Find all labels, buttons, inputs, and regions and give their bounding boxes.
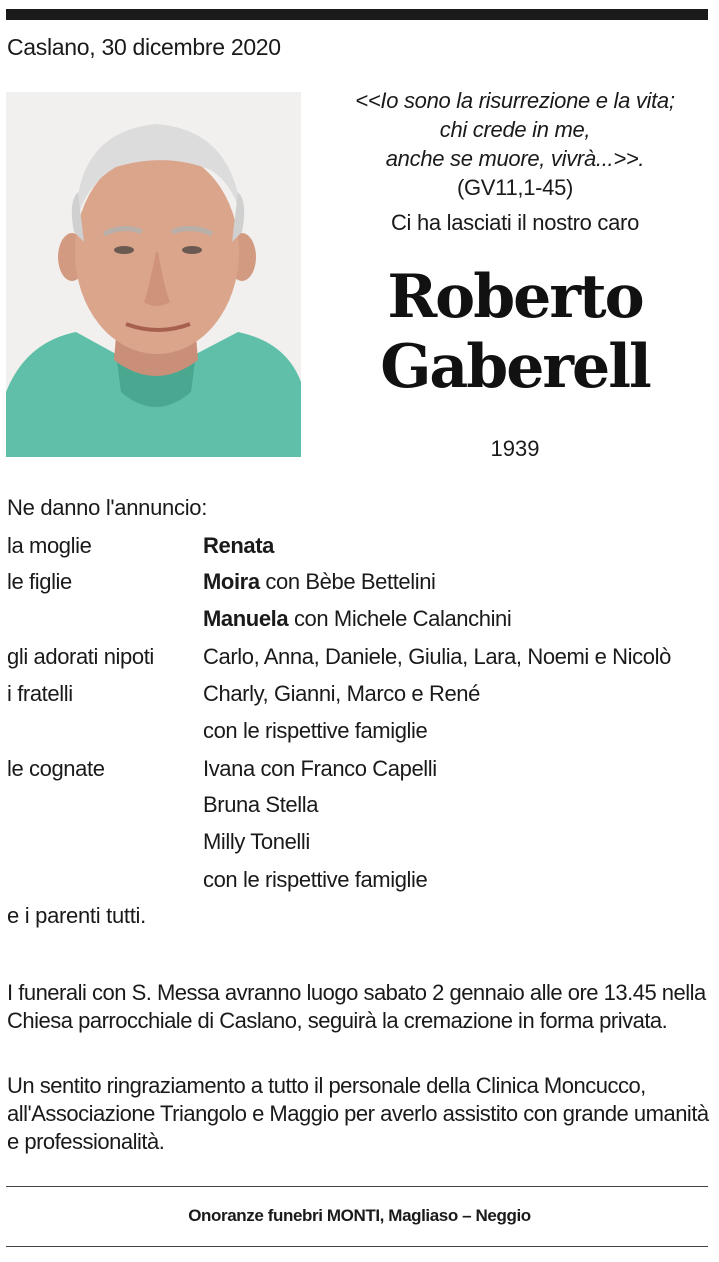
footer-bottom-rule [6,1246,708,1247]
portrait-photo [6,92,301,457]
quote-line: chi crede in me, [439,117,591,142]
deceased-first-name: Roberto [387,262,643,332]
relation-names [203,644,671,670]
family-row [0,681,719,711]
relation-name-rest: con Michele Calanchini [288,606,512,631]
relation-label: i fratelli [7,681,73,706]
relation-name-bold: Renata [203,533,274,558]
relation-names [203,681,480,707]
relation-name-rest: con Bèbe Bettelini [259,569,436,594]
family-row [0,792,719,822]
relation-label: la moglie [7,533,92,558]
relation-name-rest: Charly, Gianni, Marco e René [203,681,480,706]
intro-text: Ci ha lasciati il nostro caro [390,210,640,235]
top-rule [6,9,708,20]
relation-label: le cognate [7,756,105,781]
relation-name-rest: con le rispettive famiglie [203,867,428,892]
family-row [0,569,719,599]
family-row [0,606,719,636]
relation-names [203,569,436,595]
family-row [0,644,719,674]
family-row [0,867,719,897]
relation-names [203,606,511,632]
relation-name-bold: Manuela [203,606,289,631]
announcement-title: Ne danno l'annuncio: [7,495,208,520]
relation-names [203,792,318,818]
quote-reference: (GV11,1-45) [456,175,574,200]
relation-name-bold: Moira [203,569,260,594]
funeral-paragraph: I funerali con S. Messa avranno luogo sabato 2 gennaio alle ore 13.45 nella Chiesa parrocchiale di Caslano, seguirà la cremazione in forma privata. [7,980,706,1033]
bible-quote [325,86,705,202]
place-date: Caslano, 30 dicembre 2020 [7,34,281,60]
quote-line: anche se muore, vivrà...>>. [385,146,645,171]
footer-top-rule [6,1186,708,1187]
birth-year: 1939 [490,436,540,461]
relation-name-rest: Bruna Stella [203,792,319,817]
quote-line: <<Io sono la risurrezione e la vita; [355,88,675,113]
relation-names [203,829,310,855]
relation-names [203,756,437,782]
relation-names [203,867,427,893]
family-row [0,756,719,786]
relation-name-rest: Milly Tonelli [203,829,310,854]
funeral-home-credit: Onoranze funebri MONTI, Magliaso – Neggio [188,1206,531,1225]
family-row [0,718,719,748]
relation-names [203,533,274,559]
relation-name-rest: con le rispettive famiglie [203,718,428,743]
relation-name-rest: Carlo, Anna, Daniele, Giulia, Lara, Noemi e Nicolò [203,644,671,669]
closing-line: e i parenti tutti. [7,903,146,928]
relation-names [203,718,427,744]
thanks-paragraph: Un sentito ringraziamento a tutto il personale della Clinica Moncucco, all'Associazione Triangolo e Maggio per averlo assistito con grande umanità e professionalità. [7,1073,709,1154]
relation-label: le figlie [7,569,72,594]
family-row [0,829,719,859]
deceased-name [325,262,705,402]
relation-label: gli adorati nipoti [7,644,154,669]
relation-name-rest: Ivana con Franco Capelli [203,756,437,781]
deceased-last-name: Gaberell [380,332,650,402]
family-row [0,533,719,563]
